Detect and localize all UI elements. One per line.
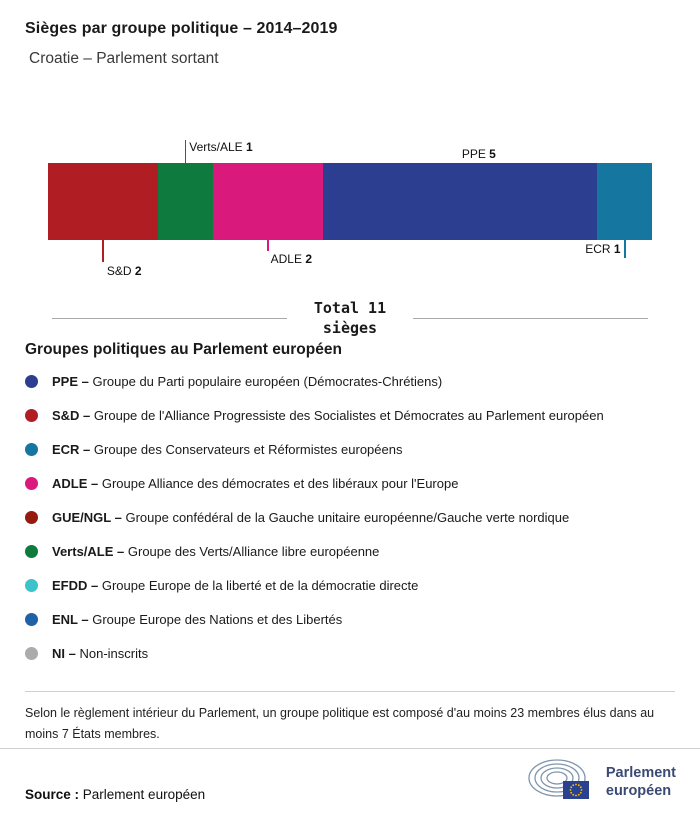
bar-segment-adle[interactable] (213, 163, 323, 240)
total-seats-line1: Total 11 (313, 299, 387, 317)
legend-item-label: PPE – Groupe du Parti populaire européen (Démocrates-Chrétiens) (52, 374, 443, 389)
group-color-dot (25, 613, 38, 626)
ep-logo-text (606, 765, 676, 800)
source-line (25, 787, 205, 802)
bar-segment-verts-ale[interactable] (158, 163, 213, 240)
legend (25, 374, 604, 680)
ep-hemicycle-icon (527, 757, 597, 808)
total-rule-right (413, 318, 648, 319)
callout-label-ppe: PPE 5 (461, 147, 496, 161)
legend-item-gue-ngl (25, 510, 604, 526)
legend-item-label: ENL – Groupe Europe des Nations et des Libertés (52, 612, 343, 627)
legend-item-label: S&D – Groupe de l'Alliance Progressiste des Socialistes et Démocrates au Parlement européen (52, 408, 604, 423)
group-color-dot (25, 409, 38, 422)
total-seats-row (25, 299, 675, 338)
group-color-dot (25, 579, 38, 592)
legend-item-label: ADLE – Groupe Alliance des démocrates et des libéraux pour l'Europe (52, 476, 459, 491)
footnote: Selon le règlement intérieur du Parlement, un groupe politique est composé d'au moins 23 membres élus dans au moins 7 États membres. (25, 706, 655, 741)
stacked-bar (48, 163, 652, 240)
source-value: Parlement européen (82, 787, 206, 802)
group-color-dot (25, 545, 38, 558)
divider-top (25, 691, 675, 692)
total-rule-left (52, 318, 287, 319)
legend-item-label: ECR – Groupe des Conservateurs et Réformistes européens (52, 442, 403, 457)
callout-line (624, 240, 626, 258)
bar-segment-ecr[interactable] (597, 163, 652, 240)
ep-logo-text-line2: européen (605, 782, 672, 799)
legend-item-efdd (25, 578, 604, 594)
callout-label-verts-ale: Verts/ALE 1 (189, 140, 253, 154)
legend-item-ni (25, 646, 604, 662)
legend-item-enl (25, 612, 604, 628)
group-color-dot (25, 647, 38, 660)
group-color-dot (25, 477, 38, 490)
source-label: Source : (25, 787, 80, 802)
seats-bar-chart (0, 130, 700, 295)
legend-item-ppe (25, 374, 604, 390)
callout-line (267, 240, 269, 251)
bar-segment-s-d[interactable] (48, 163, 158, 240)
legend-item-verts-ale (25, 544, 604, 560)
callout-label-ecr: ECR 1 (585, 242, 621, 256)
legend-item-ecr (25, 442, 604, 458)
callout-label-s-d: S&D 2 (106, 264, 142, 278)
legend-item-label: Verts/ALE – Groupe des Verts/Alliance libre européenne (52, 544, 380, 559)
ep-logo-text-line1: Parlement (605, 765, 676, 782)
page-title: Sièges par groupe politique – 2014–2019 (25, 20, 338, 37)
european-parliament-logo (527, 757, 676, 808)
group-color-dot (25, 511, 38, 524)
callout-line (185, 140, 187, 163)
bar-segment-ppe[interactable] (323, 163, 598, 240)
group-color-dot (25, 375, 38, 388)
total-seats-label (314, 299, 386, 338)
callout-label-adle: ADLE 2 (270, 252, 312, 266)
total-seats-line2: sièges (322, 318, 378, 337)
callout-line (102, 240, 104, 262)
legend-item-label: GUE/NGL – Groupe confédéral de la Gauche unitaire européenne/Gauche verte nordique (52, 510, 570, 525)
legend-item-adle (25, 476, 604, 492)
legend-item-label: EFDD – Groupe Europe de la liberté et de la démocratie directe (52, 578, 419, 593)
page-subtitle: Croatie – Parlement sortant (29, 50, 219, 67)
group-color-dot (25, 443, 38, 456)
legend-heading: Groupes politiques au Parlement européen (25, 341, 342, 358)
divider-bottom (0, 748, 700, 749)
legend-item-sd (25, 408, 604, 424)
legend-item-label: NI – Non-inscrits (52, 646, 149, 661)
